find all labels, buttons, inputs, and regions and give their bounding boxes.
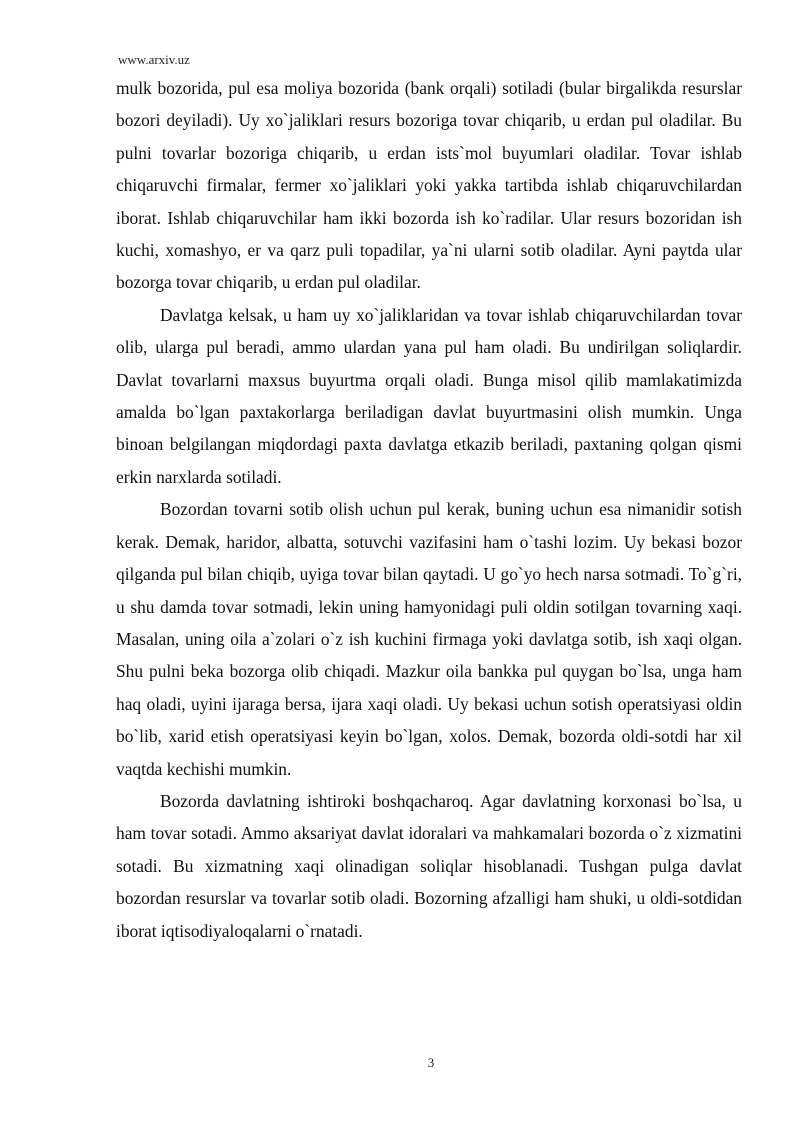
paragraph-4: Bozorda davlatning ishtiroki boshqacharoq. Agar davlatning korxonasi bo`lsa, u ham tovar sotadi. Ammo aksariyat davlat idoralari va mahkamalari bozorda o`z xizmatini sotadi. Bu xizmatning xaqi olinadigan soliqlar hisoblanadi. Tushgan pulga davlat bozordan resurslar va tovarlar sotib oladi. Bozorning afzalligi ham shuki, u oldi-sotdidan iborat iqtisodiyaloqalarni o`rnatadi. — [116, 790, 742, 941]
site-header: www.arxiv.uz — [118, 52, 190, 67]
paragraph-1: mulk bozorida, pul esa moliya bozorida (bank orqali) sotiladi (bular birgalikda resurslar bozori deyiladi). Uy xo`jaliklari resurs bozoriga tovar chiqarib, u erdan pul oladilar. Bu pulni tovarlar bozoriga chiqarib, u erdan ists`mol buyumlari oladilar. Tovar ishlab chiqaruvchi firmalar, fermer xo`jaliklari yoki yakka tartibda ishlab chiqaruvchilardan iborat. Ishlab chiqaruvchilar ham ikki bozorda ish ko`radilar. Ular resurs bozoridan ish kuchi, xomashyo, er va qarz puli topadilar, ya`ni ularni sotib oladilar. Ayni paytda ular bozorga tovar chiqarib, u erdan pul oladilar. — [116, 78, 742, 293]
body-text — [116, 72, 742, 947]
paragraph-3: Bozordan tovarni sotib olish uchun pul kerak, buning uchun esa nimanidir sotish kerak. Demak, haridor, albatta, sotuvchi vazifasini ham o`tashi lozim. Uy bekasi bozor qilganda pul bilan chiqib, uyiga tovar bilan qaytadi. U go`yo hech narsa sotmadi. To`g`ri, u shu damda tovar sotmadi, lekin uning hamyonidagi puli oldin sotilgan tovarning xaqi. Masalan, uning oila a`zolari o`z ish kuchini firmaga yoki davlatga sotib, ish xaqi olgan. Shu pulni beka bozorga olib chiqadi. Mazkur oila bankka pul quygan bo`lsa, unga ham haq oladi, uyini ijaraga bersa, ijara xaqi oladi. Uy bekasi uchun sotish operatsiyasi oldin bo`lib, xarid etish operatsiyasi keyin bo`lgan, xolos. Demak, bozorda oldi-sotdi har xil vaqtda kechishi mumkin. — [116, 499, 742, 779]
paragraph-2: Davlatga kelsak, u ham uy xo`jaliklaridan va tovar ishlab chiqaruvchilardan tovar olib, ularga pul beradi, ammo ulardan yana pul ham oladi. Bu undirilgan soliqlardir. Davlat tovarlarni maxsus buyurtma orqali oladi. Bunga misol qilib mamlakatimizda amalda bo`lgan paxtakorlarga beriladigan davlat buyurtmasini olish mumkin. Unga binoan belgilangan miqdordagi paxta davlatga etkazib beriladi, paxtaning qolgan qismi erkin narxlarda sotiladi. — [116, 304, 742, 487]
page-number: 3 — [427, 1055, 435, 1070]
